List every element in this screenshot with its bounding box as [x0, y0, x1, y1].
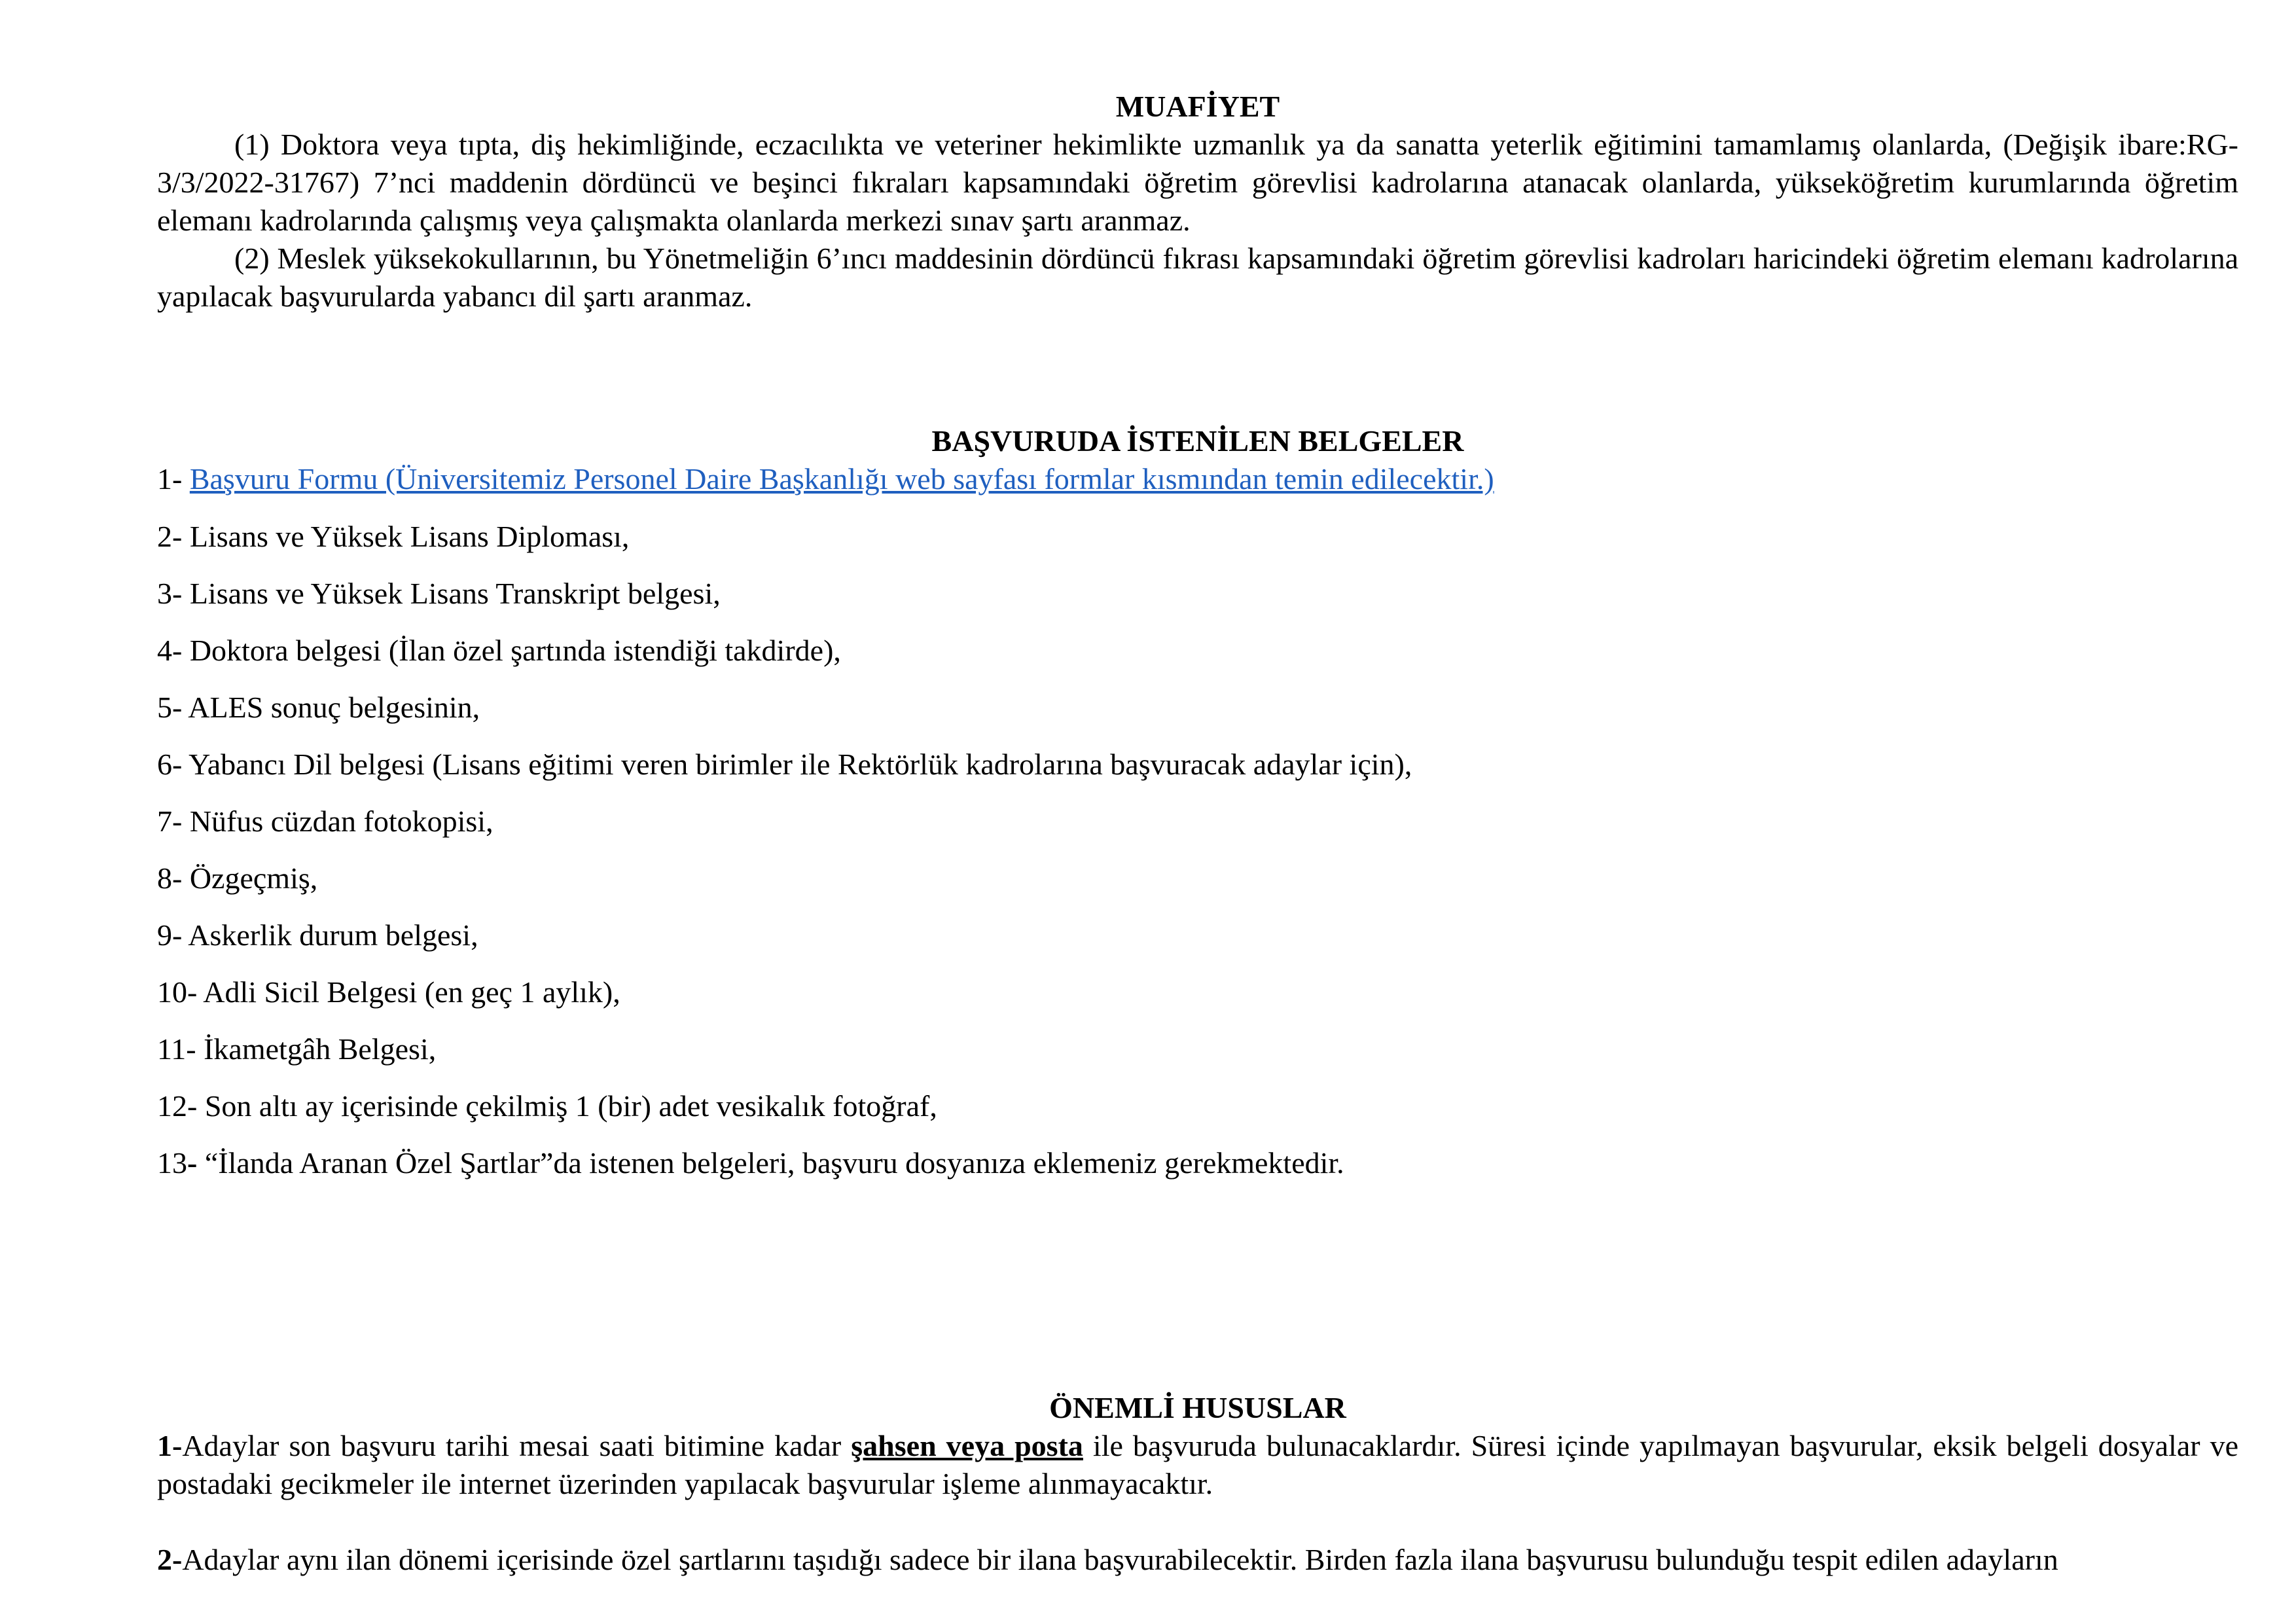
- onemli-heading: ÖNEMLİ HUSUSLAR: [1049, 1391, 1346, 1424]
- belge-item-4: 4- Doktora belgesi (İlan özel şartında istendiği takdirde),: [157, 634, 841, 667]
- onemli-item-1-emphasis: şahsen veya posta: [851, 1429, 1083, 1462]
- onemli-item-2: [157, 1541, 2238, 1579]
- onemli-item-1-text-a: Adaylar son başvuru tarihi mesai saati bitimine kadar: [182, 1429, 852, 1462]
- belge-item-3: 3- Lisans ve Yüksek Lisans Transkript belgesi,: [157, 577, 721, 610]
- belge-item-2: 2- Lisans ve Yüksek Lisans Diploması,: [157, 520, 630, 553]
- belge-item-6: 6- Yabancı Dil belgesi (Lisans eğitimi veren birimler ile Rektörlük kadrolarına başvuracak adaylar için),: [157, 748, 1412, 781]
- belge-item-13-dash: -: [187, 1146, 198, 1180]
- muafiyet-p1-text: (1) Doktora veya tıpta, diş hekimliğinde, eczacılıkta ve veteriner hekimlikte uzmanlık ya da sanatta yeterlik eğitimini tamamlamış olanlarda, (Değişik ibare:RG-3/3/2022-31767) 7’nci maddenin dördüncü ve beşinci fıkraları kapsamındaki öğretim görevlisi kadrolarına atanacak olanlarda, yükseköğretim kurumlarında öğretim elemanı kadrolarında çalışmış veya çalışmakta olanlarda merkezi sınav şartı aranmaz.: [157, 128, 2238, 237]
- belge-item-8: 8- Özgeçmiş,: [157, 861, 318, 895]
- muafiyet-paragraph-1: [157, 126, 2238, 240]
- belge-item-1-number: 1-: [157, 462, 190, 496]
- document-page: [157, 0, 2238, 1624]
- belge-item-11: 11- İkametgâh Belgesi,: [157, 1032, 437, 1066]
- belge-item-7: 7- Nüfus cüzdan fotokopisi,: [157, 804, 493, 838]
- onemli-item-1-text-b: ile başvuruda bulunacaklardır. Süresi içinde yapılmayan başvurular, eksik belgeli dosyalar ve postadaki gecikmeler ile internet üzerinden yapılacak başvurular işleme alınmayacaktır.: [157, 1429, 2238, 1500]
- onemli-item-1-number: 1-: [157, 1429, 183, 1462]
- muafiyet-heading: MUAFİYET: [1115, 90, 1280, 123]
- muafiyet-p2-text: (2) Meslek yüksekokullarının, bu Yönetmeliğin 6’ıncı maddesinin dördüncü fıkrası kapsamındaki öğretim görevlisi kadroları haricindeki öğretim elemanı kadrolarına yapılacak başvurularda yabancı dil şartı aranmaz.: [157, 242, 2238, 313]
- onemli-item-2-number: 2-: [157, 1543, 183, 1576]
- belge-item-5: 5- ALES sonuç belgesinin,: [157, 691, 480, 724]
- belge-item-13: [157, 1144, 2238, 1182]
- basvuru-formu-link[interactable]: Başvuru Formu (Üniversitemiz Personel Daire Başkanlığı web sayfası formlar kısmından temin edilecektir.): [189, 462, 1494, 496]
- belge-item-12: 12- Son altı ay içerisinde çekilmiş 1 (bir) adet vesikalık fotoğraf,: [157, 1089, 937, 1123]
- muafiyet-paragraph-2: [157, 240, 2238, 316]
- belge-item-10: 10- Adli Sicil Belgesi (en geç 1 aylık),: [157, 975, 620, 1009]
- belgeler-heading: BAŞVURUDA İSTENİLEN BELGELER: [931, 424, 1464, 458]
- onemli-item-2-text: Adaylar aynı ilan dönemi içerisinde özel şartlarını taşıdığı sadece bir ilana başvurabilecektir. Birden fazla ilana başvurusu bulunduğu tespit edilen adayların: [182, 1543, 2058, 1576]
- belge-item-9: 9- Askerlik durum belgesi,: [157, 918, 478, 952]
- belge-item-13-number: 13: [157, 1146, 187, 1180]
- belge-item-13-text: “İlanda Aranan Özel Şartlar”da istenen belgeleri, başvuru dosyanıza eklemeniz gerekmektedir.: [197, 1146, 1344, 1180]
- belge-item-1: [157, 460, 2238, 498]
- onemli-item-1: [157, 1427, 2238, 1503]
